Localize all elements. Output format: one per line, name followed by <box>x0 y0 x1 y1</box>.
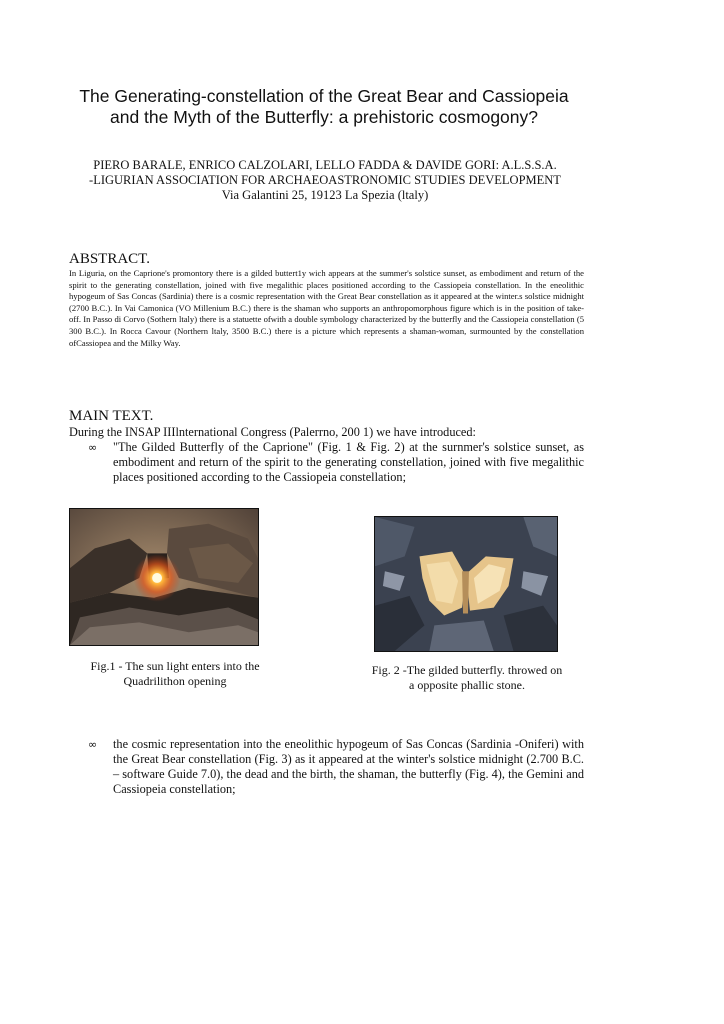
affiliation: -LIGURIAN ASSOCIATION FOR ARCHAEOASTRONOMIC STUDIES DEVELOPMENT <box>89 173 561 187</box>
main-intro: During the INSAP IIIlnternational Congress (Palerrno, 200 1) we have introduced: <box>69 425 476 439</box>
figure-1-photo <box>69 508 259 646</box>
author-names: PIERO BARALE, ENRICO CALZOLARI, LELLO FADDA & DAVIDE GORI: A.L.S.S.A. <box>93 158 557 172</box>
author-block <box>70 158 580 203</box>
abstract-body: In Liguria, on the Caprione's promontory there is a gilded buttert1y wich appears at the summer's solstice sunset, as embodiment and return of the spirit to the generating constellation, joined with five megalithic places positioned according to the Cassiopeia constellation. In the eneolithic hypogeum of Sas Concas (Sardinia) there is a cosmic representation with the Great Bear constellation as it appeared at the winter.s solstice midnight (2700 B.C.). In Vai Camonica (VO Millenium B.C.) there is the shaman who supports an anthropomorphous figure which is in the position of take-off. In Passo di Corvo (Sothern ltaly) there is a statuette ofwith a double symbology characterized by the butterfly and the Cassiopeia constellation (5 300 B.C.). In Rocca Cavour (Northern ltaly, 3500 B.C.) there is a picture which represents a shaman-woman, surmounted by the constellation ofCassiopea and the Milky Way. <box>69 268 584 348</box>
infinity-bullet-icon: ∞ <box>88 738 98 751</box>
address: Via Galantini 25, 19123 La Spezia (ltaly) <box>221 188 429 202</box>
figure-1-caption <box>60 659 290 689</box>
caption-line: a opposite phallic stone. <box>409 678 525 692</box>
list-item <box>69 737 584 797</box>
list-item-text: "The Gilded Butterfly of the Caprione" (Fig. 1 & Fig. 2) at the surnmer's solstice sunset, as embodiment and return of the spirit to the generating constellation, joined with five megalithic places positioned according to the Cassiopeia constellation; <box>113 440 584 484</box>
main-text-heading: MAIN TEXT. <box>69 408 154 424</box>
infinity-bullet-icon: ∞ <box>88 441 98 454</box>
figure-2-caption <box>352 663 582 693</box>
sunlight-rocks-image <box>70 509 258 645</box>
list-item <box>69 440 584 485</box>
title-line-1: The Generating-constellation of the Great Bear and Cassiopeia <box>79 86 569 106</box>
caption-line: Fig.1 - The sun light enters into the <box>90 659 260 673</box>
paper-title <box>60 86 588 128</box>
list-item-text: the cosmic representation into the eneolithic hypogeum of Sas Concas (Sardinia -Oniferi) with the Great Bear constellation (Fig. 3) as it appeared at the winter's solstice midnight (2.700 B.C. – software Guide 7.0), the dead and the birth, the shaman, the butterfly (Fig. 4), the Gemini and Cassiopeia constellation; <box>113 737 584 796</box>
caption-line: Quadrilithon opening <box>123 674 227 688</box>
gilded-butterfly-image <box>375 517 557 651</box>
figure-2-photo <box>374 516 558 652</box>
title-line-2: and the Myth of the Butterfly: a prehistoric cosmogony? <box>110 107 538 127</box>
caption-line: Fig. 2 -The gilded butterfly. throwed on <box>371 663 563 677</box>
abstract-heading: ABSTRACT. <box>69 251 150 267</box>
